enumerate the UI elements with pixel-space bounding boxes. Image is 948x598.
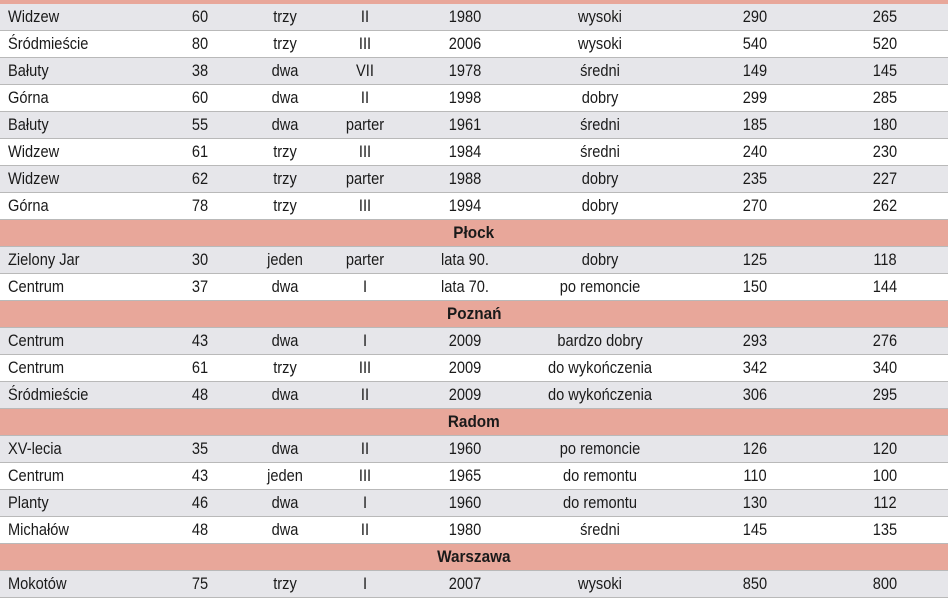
area-cell: 35 <box>191 439 209 458</box>
city-name: Płock <box>453 223 495 242</box>
condition-cell: do remontu <box>563 466 637 485</box>
table-row <box>0 31 948 58</box>
price-cell: 150 <box>742 277 768 296</box>
rooms-cell: dwa <box>271 331 299 350</box>
floor-cell: I <box>362 574 368 593</box>
price-cell: 180 <box>872 115 898 134</box>
district-cell: Śródmieście <box>8 34 89 53</box>
table-row <box>0 112 948 139</box>
floor-cell: III <box>358 196 372 215</box>
floor-cell: II <box>360 88 370 107</box>
price-cell: 290 <box>742 7 768 26</box>
condition-cell: bardzo dobry <box>557 331 643 350</box>
year-cell: 2009 <box>448 385 482 404</box>
district-cell: Mokotów <box>8 574 67 593</box>
year-cell: 1988 <box>448 169 482 188</box>
floor-cell: III <box>358 142 372 161</box>
city-header <box>0 409 948 436</box>
price-cell: 235 <box>742 169 768 188</box>
table-row <box>0 139 948 166</box>
condition-cell: średni <box>580 115 620 134</box>
price-cell: 149 <box>742 61 768 80</box>
rooms-cell: trzy <box>273 7 297 26</box>
condition-cell: po remoncie <box>559 277 641 296</box>
rooms-cell: dwa <box>271 493 299 512</box>
condition-cell: do wykończenia <box>547 385 653 404</box>
year-cell: 2006 <box>448 34 482 53</box>
rooms-cell: dwa <box>271 115 299 134</box>
year-cell: 1994 <box>448 196 482 215</box>
floor-cell: I <box>362 277 368 296</box>
year-cell: 1965 <box>448 466 482 485</box>
floor-cell: parter <box>345 115 385 134</box>
area-cell: 62 <box>191 169 209 188</box>
price-cell: 265 <box>872 7 898 26</box>
city-header <box>0 544 948 571</box>
district-cell: Planty <box>8 493 49 512</box>
area-cell: 38 <box>191 61 209 80</box>
condition-cell: dobry <box>581 250 619 269</box>
table-row <box>0 58 948 85</box>
year-cell: 1978 <box>448 61 482 80</box>
condition-cell: do remontu <box>563 493 637 512</box>
price-cell: 135 <box>872 520 898 539</box>
price-cell: 120 <box>872 439 898 458</box>
floor-cell: VII <box>356 61 374 80</box>
city-name: Poznań <box>446 304 502 323</box>
district-cell: Bałuty <box>8 115 49 134</box>
area-cell: 43 <box>191 466 209 485</box>
area-cell: 60 <box>191 88 209 107</box>
table-row <box>0 328 948 355</box>
rooms-cell: dwa <box>271 61 299 80</box>
condition-cell: do wykończenia <box>547 358 653 377</box>
price-cell: 270 <box>742 196 768 215</box>
price-cell: 306 <box>742 385 768 404</box>
floor-cell: III <box>358 466 372 485</box>
floor-cell: III <box>358 358 372 377</box>
district-cell: Widzew <box>8 142 60 161</box>
rooms-cell: jeden <box>267 466 303 485</box>
table-row <box>0 463 948 490</box>
table-row <box>0 4 948 31</box>
condition-cell: dobry <box>581 169 619 188</box>
condition-cell: wysoki <box>578 34 622 53</box>
rooms-cell: dwa <box>271 385 299 404</box>
year-cell: 1961 <box>448 115 482 134</box>
area-cell: 75 <box>191 574 209 593</box>
price-cell: 130 <box>742 493 768 512</box>
area-cell: 55 <box>191 115 209 134</box>
rooms-cell: dwa <box>271 439 299 458</box>
floor-cell: parter <box>345 250 385 269</box>
condition-cell: średni <box>580 142 620 161</box>
price-cell: 295 <box>872 385 898 404</box>
rooms-cell: trzy <box>273 169 297 188</box>
area-cell: 60 <box>191 7 209 26</box>
table-row <box>0 193 948 220</box>
price-cell: 285 <box>872 88 898 107</box>
rooms-cell: trzy <box>273 358 297 377</box>
year-cell: 1960 <box>448 439 482 458</box>
price-cell: 126 <box>742 439 768 458</box>
table-body <box>0 4 948 598</box>
district-cell: Zielony Jar <box>8 250 80 269</box>
table-row <box>0 517 948 544</box>
condition-cell: średni <box>580 61 620 80</box>
condition-cell: wysoki <box>578 7 622 26</box>
price-cell: 342 <box>742 358 768 377</box>
price-cell: 125 <box>742 250 768 269</box>
district-cell: Michałów <box>8 520 69 539</box>
district-cell: Widzew <box>8 169 60 188</box>
floor-cell: III <box>358 34 372 53</box>
table-row <box>0 490 948 517</box>
area-cell: 30 <box>191 250 209 269</box>
table-row <box>0 166 948 193</box>
price-cell: 227 <box>872 169 898 188</box>
year-cell: 1980 <box>448 7 482 26</box>
district-cell: Centrum <box>8 358 65 377</box>
price-cell: 100 <box>872 466 898 485</box>
table-row <box>0 274 948 301</box>
table-row <box>0 85 948 112</box>
floor-cell: II <box>360 385 370 404</box>
area-cell: 48 <box>191 520 209 539</box>
floor-cell: II <box>360 439 370 458</box>
year-cell: 1984 <box>448 142 482 161</box>
district-cell: Bałuty <box>8 61 49 80</box>
rooms-cell: dwa <box>271 520 299 539</box>
district-cell: Centrum <box>8 466 65 485</box>
city-header <box>0 220 948 247</box>
city-name: Warszawa <box>437 547 511 566</box>
district-cell: Centrum <box>8 277 65 296</box>
condition-cell: wysoki <box>578 574 622 593</box>
rooms-cell: trzy <box>273 34 297 53</box>
price-cell: 110 <box>743 466 767 485</box>
price-cell: 112 <box>873 493 897 512</box>
price-cell: 240 <box>742 142 768 161</box>
price-cell: 340 <box>872 358 898 377</box>
area-cell: 80 <box>191 34 209 53</box>
condition-cell: dobry <box>581 196 619 215</box>
price-cell: 118 <box>873 250 897 269</box>
condition-cell: średni <box>580 520 620 539</box>
district-cell: Górna <box>8 196 49 215</box>
price-cell: 276 <box>872 331 898 350</box>
price-cell: 540 <box>742 34 768 53</box>
floor-cell: II <box>360 7 370 26</box>
price-cell: 185 <box>742 115 768 134</box>
area-cell: 46 <box>191 493 209 512</box>
price-cell: 262 <box>872 196 898 215</box>
district-cell: XV-lecia <box>8 439 62 458</box>
district-cell: Widzew <box>8 7 60 26</box>
district-cell: Górna <box>8 88 49 107</box>
price-cell: 293 <box>742 331 768 350</box>
price-cell: 299 <box>742 88 768 107</box>
rooms-cell: dwa <box>271 88 299 107</box>
condition-cell: po remoncie <box>559 439 641 458</box>
year-cell: lata 70. <box>441 277 489 296</box>
price-cell: 850 <box>742 574 768 593</box>
rooms-cell: trzy <box>273 196 297 215</box>
area-cell: 78 <box>191 196 209 215</box>
table-row <box>0 382 948 409</box>
city-name: Radom <box>448 412 500 431</box>
area-cell: 48 <box>191 385 209 404</box>
year-cell: 2007 <box>448 574 482 593</box>
price-cell: 145 <box>742 520 768 539</box>
year-cell: lata 90. <box>441 250 489 269</box>
floor-cell: I <box>362 493 368 512</box>
rooms-cell: trzy <box>273 574 297 593</box>
year-cell: 1980 <box>448 520 482 539</box>
area-cell: 61 <box>191 358 209 377</box>
table-row <box>0 571 948 598</box>
floor-cell: I <box>362 331 368 350</box>
floor-cell: parter <box>345 169 385 188</box>
year-cell: 2009 <box>448 331 482 350</box>
area-cell: 61 <box>191 142 209 161</box>
table-row <box>0 247 948 274</box>
city-header <box>0 301 948 328</box>
year-cell: 1960 <box>448 493 482 512</box>
price-cell: 800 <box>872 574 898 593</box>
rooms-cell: dwa <box>271 277 299 296</box>
table-row <box>0 436 948 463</box>
area-cell: 37 <box>191 277 209 296</box>
area-cell: 43 <box>191 331 209 350</box>
price-cell: 144 <box>872 277 898 296</box>
floor-cell: II <box>360 520 370 539</box>
rooms-cell: jeden <box>267 250 303 269</box>
condition-cell: dobry <box>581 88 619 107</box>
rooms-cell: trzy <box>273 142 297 161</box>
price-cell: 230 <box>872 142 898 161</box>
district-cell: Śródmieście <box>8 385 89 404</box>
year-cell: 2009 <box>448 358 482 377</box>
table-row <box>0 355 948 382</box>
year-cell: 1998 <box>448 88 482 107</box>
price-cell: 145 <box>872 61 898 80</box>
price-cell: 520 <box>872 34 898 53</box>
district-cell: Centrum <box>8 331 65 350</box>
